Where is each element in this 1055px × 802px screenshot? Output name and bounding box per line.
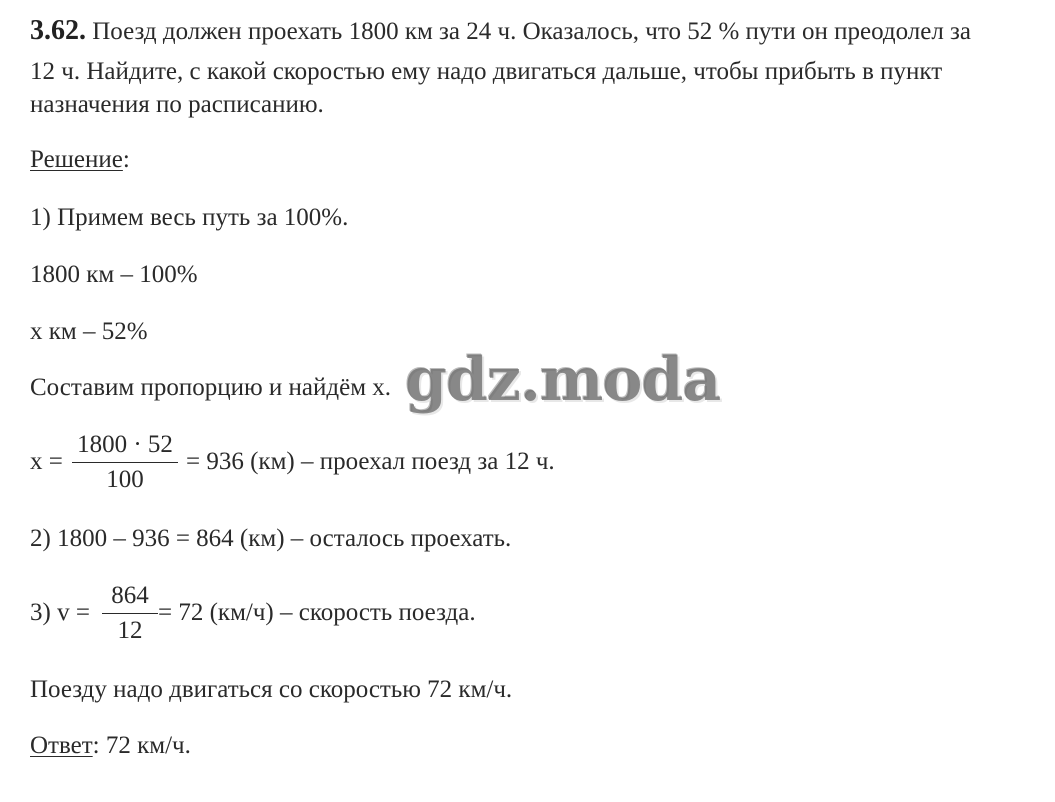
solution-step-2: 2) 1800 – 936 = 864 (км) – осталось проехать. <box>30 525 512 552</box>
problem-line-2: 12 ч. Найдите, с какой скоростью ему надо двигаться дальше, чтобы прибыть в пункт <box>30 58 943 85</box>
proportion-line-1: 1800 км – 100% <box>30 261 198 288</box>
equation-1-numerator: 1800 · 52 <box>77 431 173 458</box>
watermark-logo: gdz.moda <box>405 345 721 415</box>
proportion-text: Составим пропорцию и найдём х. <box>30 374 392 401</box>
answer-label: Ответ <box>30 732 93 759</box>
problem-text-1: Поезд должен проехать 1800 км за 24 ч. Оказалось, что 52 % пути он преодолел за <box>92 18 972 45</box>
equation-1-fraction <box>72 430 178 495</box>
problem-number: 3.62. <box>30 15 86 46</box>
equation-2-rhs: = 72 (км/ч) – скорость поезда. <box>158 599 476 626</box>
conclusion: Поезду надо двигаться со скоростью 72 км/ч. <box>30 676 513 703</box>
equation-2-lhs: 3) v = <box>30 599 90 626</box>
equation-2-fraction-bar <box>102 613 158 614</box>
answer-value: : 72 км/ч. <box>92 732 191 759</box>
solution-heading <box>30 145 130 175</box>
solution-heading-colon: : <box>122 146 130 173</box>
solution-step-1: 1) Примем весь путь за 100%. <box>30 204 349 231</box>
equation-1-denominator: 100 <box>106 466 144 493</box>
problem-line-1 <box>30 16 971 47</box>
equation-2-fraction <box>102 581 158 646</box>
problem-line-3: назначения по расписанию. <box>30 91 324 118</box>
solution-heading-label: Решение <box>30 146 123 173</box>
proportion-line-2: х км – 52% <box>30 318 148 345</box>
equation-1-lhs: х = <box>30 448 63 475</box>
equation-2-numerator: 864 <box>111 582 149 609</box>
equation-1-fraction-bar <box>72 462 178 463</box>
answer <box>30 731 191 761</box>
equation-2-denominator: 12 <box>117 617 143 644</box>
equation-1-rhs: = 936 (км) – проехал поезд за 12 ч. <box>186 448 555 475</box>
